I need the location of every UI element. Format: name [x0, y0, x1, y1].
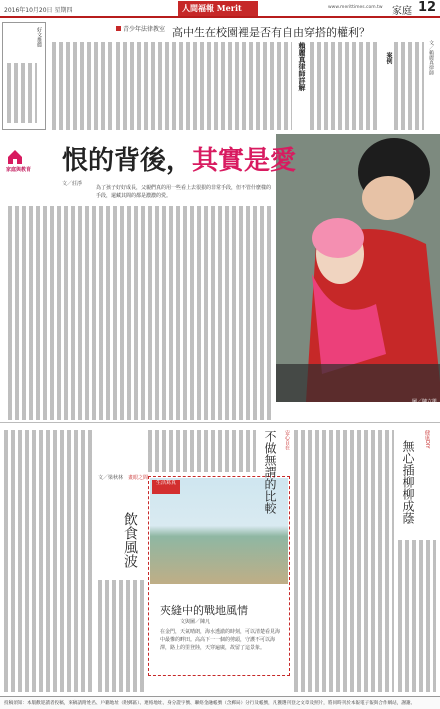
section-divider	[0, 422, 440, 423]
compare-title: 不做無謂的比較	[263, 430, 277, 514]
photo-credit: 圖／陳立凱	[412, 399, 438, 405]
issue-date: 2016年10月20日 星期四	[4, 7, 73, 14]
willow-title: 無心插柳柳成蔭	[401, 440, 415, 524]
promo-box	[2, 22, 46, 130]
page-footer	[0, 696, 440, 709]
law-label: 賴麗真律師詳解	[298, 42, 306, 91]
case-label: 案例	[385, 52, 392, 64]
page-header	[0, 0, 440, 28]
submission-guidelines: 投稿須知：本版歡迎讀者投稿，來稿請附姓名、戶籍地址（附郵區）、連絡地址、身分證字號、聯絡金融帳號（含郵局）分行及帳號，凡獲選刊登之文章及照片，將同時刊於本報電子報與合作網站，謝謝。	[4, 701, 416, 706]
article-text-column	[116, 42, 292, 130]
article-text-column	[310, 42, 380, 130]
inset-title: 夾縫中的戰地風情	[160, 604, 248, 617]
article-text-column	[398, 540, 436, 692]
feature-lead: 為了孩子好好成長，父親們真的用一些看上去很狠的非常手段，但不管什麼樣的手段，還藏其間的都是濃濃的愛。	[96, 185, 272, 199]
promo-text: 好文推薦	[36, 27, 42, 47]
website-url: www.merittimes.com.tw	[328, 5, 383, 10]
article-text-column	[98, 580, 146, 692]
section-name: 家庭	[392, 6, 412, 17]
food-tag: 畫眼之間	[128, 475, 149, 481]
article-text-column	[394, 42, 424, 130]
home-icon	[6, 148, 40, 166]
food-title: 飲食風波	[122, 512, 138, 568]
inset-author: 文與圖／陳凡	[180, 619, 211, 625]
father-and-baby-illustration	[276, 134, 440, 402]
feature-byline: 文／莊淨	[62, 181, 83, 187]
willow-tag: 健康DIY	[424, 430, 430, 449]
topic-tag: 青少年法律教室	[116, 24, 165, 33]
compare-tag: 安心自在	[284, 430, 290, 450]
article-text-column	[294, 430, 394, 692]
article-text-column	[4, 430, 94, 692]
top-headline: 高中生在校園裡是否有自由穿搭的權利？	[172, 26, 370, 39]
article-text-column	[52, 42, 114, 130]
feature-title-part2: 其實是愛	[192, 146, 297, 176]
feature-title	[62, 140, 296, 177]
inset-tag: 生活寫真	[152, 480, 180, 494]
article-text-column	[148, 430, 256, 472]
promo-body	[7, 63, 37, 123]
feature-body-text	[8, 206, 272, 420]
section-badge: 家庭與教育	[6, 167, 32, 173]
feature-photo	[276, 134, 440, 402]
author-credit: 文／賴麗真律師	[428, 40, 434, 75]
newspaper-logo: 人間福報 Merit Times	[178, 1, 258, 16]
feature-title-part1: 恨的背後，	[62, 146, 193, 176]
inset-body: 在金門，天氣晴朗，海水透澈的時刻，可以清楚看見海中最慘的畔田。高高下一一個的剪頭，守護不可以海澤，路上的里登陸，天穿遍廣，故留了這景象。	[160, 629, 281, 651]
food-author: 文／梁秋林	[98, 475, 124, 481]
page-number: 12	[418, 0, 437, 15]
